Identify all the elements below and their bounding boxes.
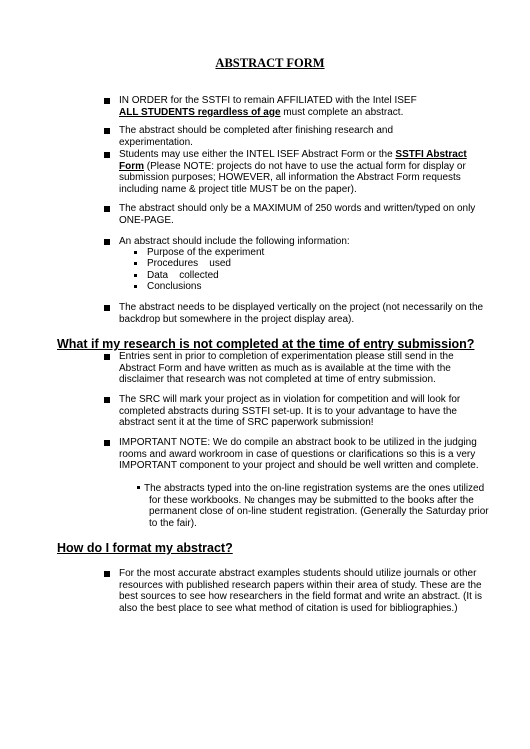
bullet-item-affiliation (119, 95, 449, 118)
sublist-item: Purpose of the experiment (132, 247, 352, 258)
bullet-marker (104, 128, 110, 134)
small-bullet-icon (134, 274, 137, 277)
bullet-item-early-entries (119, 351, 485, 386)
small-bullet-icon (137, 486, 140, 489)
bullet-marker (104, 440, 110, 446)
bullet-marker (104, 152, 110, 158)
bullet-text: For the most accurate abstract examples students should utilize journals or other resources with published research papers within their area of study. These are the best sources to see how researchers in the field format and write an abstract. (It is also the best place to see what method of citation is used for bibliographies.) (119, 568, 482, 614)
bullet-text-end: must complete an abstract. (280, 106, 404, 118)
bullet-text: An abstract should include the following information: (119, 236, 350, 247)
bullet-item-contents (119, 236, 479, 248)
small-bullet-icon (134, 285, 137, 288)
contents-sublist (132, 247, 352, 292)
small-bullet-icon (134, 251, 137, 254)
bullet-text-end: (Please NOTE: projects do not have to use the actual form for display or submission purposes; HOWEVER, all information the Abstract Form requests including name & project title MUST be on the paper). (119, 160, 466, 195)
bullet-text: The abstract should be completed after finishing research and experimentation. (119, 125, 394, 148)
bullet-marker (104, 98, 110, 104)
bullet-marker (104, 354, 110, 360)
section-heading-format: How do I format my abstract? (57, 541, 233, 555)
sublist-item: Procedures used (132, 258, 352, 269)
bullet-item-important-note (119, 437, 479, 472)
emphasis-all-students: ALL STUDENTS regardless of age (119, 106, 281, 118)
small-bullet-icon (134, 262, 137, 265)
sublist-item: Data collected (132, 270, 352, 281)
bullet-item-examples (119, 568, 483, 614)
link-sstfi-abstract-form: SSTFI Abstract Form (119, 149, 467, 172)
note-text: The abstracts typed into the on-line registration systems are the ones utilized for these workbooks. № changes may be submitted to the books after the permanent close of on-line student registration. (Generally the Saturday prior to the fair). (144, 483, 489, 529)
bullet-text: Students may use either the INTEL ISEF Abstract Form or the (119, 149, 396, 160)
bullet-marker (104, 239, 110, 245)
section-heading-incomplete-research: What if my research is not completed at the time of entry submission? (57, 337, 475, 351)
bullet-item-display (119, 302, 489, 325)
bullet-text: The SRC will mark your project as in violation for competition and will look for completed abstracts during SSTFI set-up. It is to your advantage to have the abstract sent it at the time of SRC paperwork submission! (119, 394, 461, 429)
bullet-marker (104, 305, 110, 311)
bullet-marker (104, 571, 110, 577)
bullet-item-src-violation (119, 394, 485, 429)
bullet-text: The abstract needs to be displayed vertically on the project (not necessarily on the backdrop but somewhere in the project display area). (119, 302, 484, 325)
bullet-text: IMPORTANT NOTE: We do compile an abstract book to be utilized in the judging rooms and award workroom in case of questions or clarifications so this is a very IMPORTANT component to your project and should be well written and complete. (119, 437, 479, 472)
bullet-marker (104, 206, 110, 212)
bullet-marker (104, 397, 110, 403)
bullet-item-word-limit (119, 203, 479, 226)
bullet-text: Entries sent in prior to completion of experimentation please still send in the Abstract Form and have written as much as is available at the time with the disclaimer that research was not completed at time of entry submission. (119, 351, 454, 386)
bullet-item-form-choice (119, 149, 487, 195)
sublist-item: Conclusions (132, 281, 352, 292)
bullet-item-completion (119, 125, 469, 148)
note-online-registration (137, 483, 489, 529)
bullet-text: IN ORDER for the SSTFI to remain AFFILIATED with the Intel ISEF (119, 95, 417, 106)
bullet-text: The abstract should only be a MAXIMUM of 250 words and written/typed on only ONE-PAGE. (119, 203, 476, 226)
page-title: ABSTRACT FORM (215, 56, 325, 70)
